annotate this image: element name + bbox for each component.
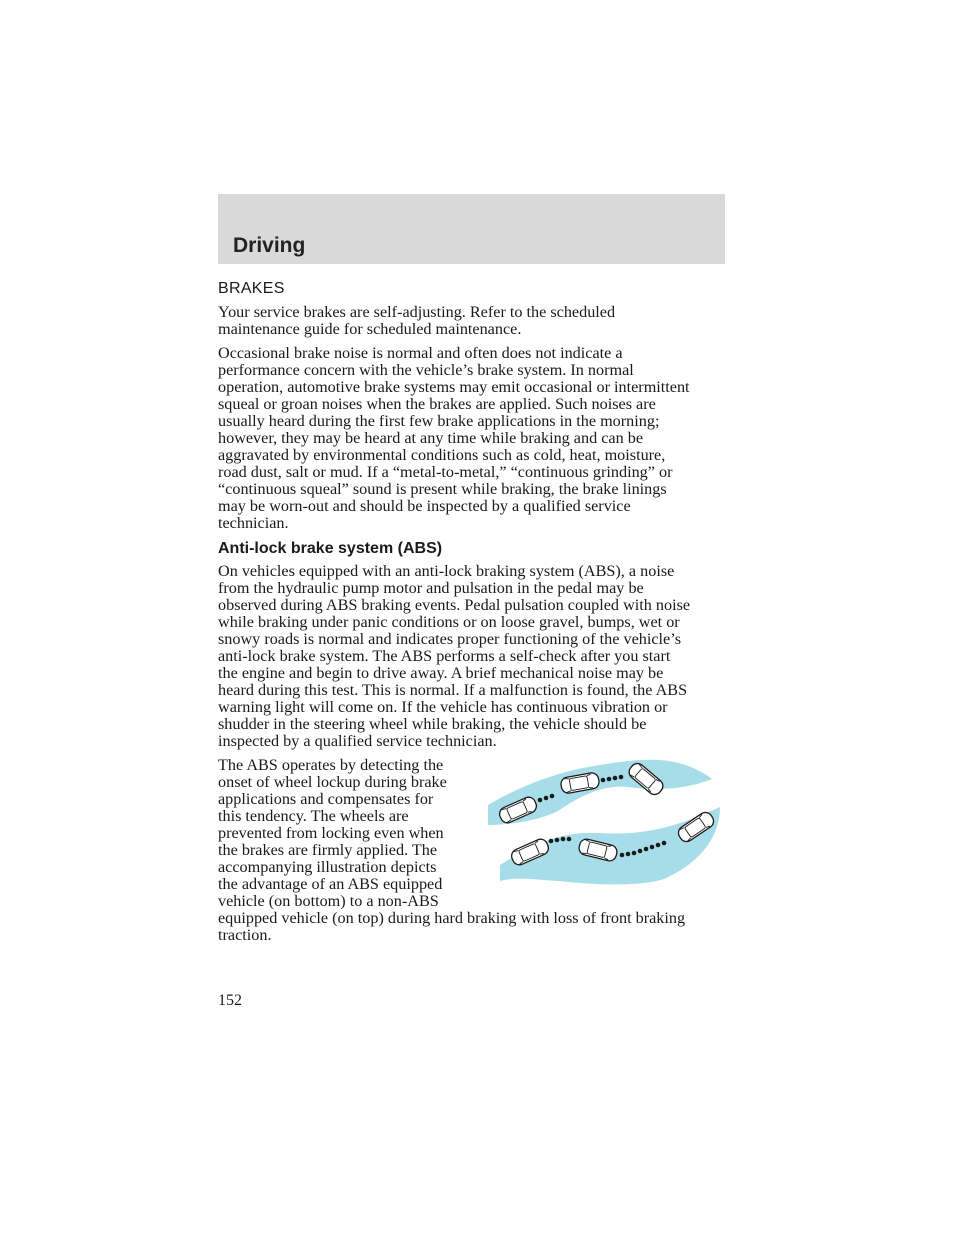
- text-line: “continuous squeal” sound is present while braking, the brake linings: [218, 480, 667, 498]
- text-line: Occasional brake noise is normal and often does not indicate a: [218, 344, 623, 362]
- text-line: warning light will come on. If the vehicle has continuous vibration or: [218, 698, 668, 716]
- abs-paragraph-1: [218, 563, 723, 750]
- text-line: road dust, salt or mud. If a “metal-to-metal,” “continuous grinding” or: [218, 463, 673, 481]
- abs-illustration: [488, 749, 724, 887]
- text-line: The ABS operates by detecting the: [218, 756, 444, 774]
- text-line: operation, automotive brake systems may emit occasional or intermittent: [218, 378, 690, 396]
- text-line: Your service brakes are self-adjusting. Refer to the scheduled: [218, 303, 616, 321]
- brakes-paragraph-1: [218, 304, 723, 338]
- text-line: On vehicles equipped with an anti-lock braking system (ABS), a noise: [218, 562, 675, 580]
- text-line: the brakes are firmly applied. The: [218, 841, 438, 859]
- text-line: the advantage of an ABS equipped: [218, 875, 443, 893]
- text-line: usually heard during the first few brake applications in the morning;: [218, 412, 660, 430]
- brakes-paragraph-2: [218, 345, 723, 532]
- section-title: Driving: [233, 234, 306, 257]
- abs-heading: Anti-lock brake system (ABS): [218, 540, 443, 557]
- text-line: from the hydraulic pump motor and pulsation in the pedal may be: [218, 579, 644, 597]
- text-line: accompanying illustration depicts: [218, 858, 437, 876]
- text-line: the engine and begin to drive away. A brief mechanical noise may be: [218, 664, 664, 682]
- text-line: anti-lock brake system. The ABS performs a self-check after you start: [218, 647, 671, 665]
- text-line: equipped vehicle (on top) during hard braking with loss of front braking: [218, 909, 686, 927]
- text-line: inspected by a qualified service technician.: [218, 732, 497, 750]
- brakes-heading: BRAKES: [218, 280, 285, 297]
- text-line: this tendency. The wheels are: [218, 807, 409, 825]
- page-number: 152: [218, 992, 242, 1009]
- text-line: while braking under panic conditions or on loose gravel, bumps, wet or: [218, 613, 680, 631]
- text-line: shudder in the steering wheel while braking, the vehicle should be: [218, 715, 647, 733]
- text-line: vehicle (on bottom) to a non-ABS: [218, 892, 439, 910]
- text-line: onset of wheel lockup during brake: [218, 773, 447, 791]
- text-line: traction.: [218, 926, 272, 944]
- text-line: performance concern with the vehicle’s brake system. In normal: [218, 361, 634, 379]
- text-line: however, they may be heard at any time while braking and can be: [218, 429, 644, 447]
- text-line: observed during ABS braking events. Pedal pulsation coupled with noise: [218, 596, 691, 614]
- text-line: prevented from locking even when: [218, 824, 444, 842]
- text-line: maintenance guide for scheduled maintenance.: [218, 320, 522, 338]
- section-header-band: [218, 194, 725, 264]
- text-line: aggravated by environmental conditions such as cold, heat, moisture,: [218, 446, 666, 464]
- text-line: technician.: [218, 514, 289, 532]
- text-line: may be worn-out and should be inspected by a qualified service: [218, 497, 631, 515]
- text-line: applications and compensates for: [218, 790, 434, 808]
- text-line: heard during this test. This is normal. If a malfunction is found, the ABS: [218, 681, 688, 699]
- text-line: snowy roads is normal and indicates proper functioning of the vehicle’s: [218, 630, 682, 648]
- text-line: squeal or groan noises when the brakes are applied. Such noises are: [218, 395, 656, 413]
